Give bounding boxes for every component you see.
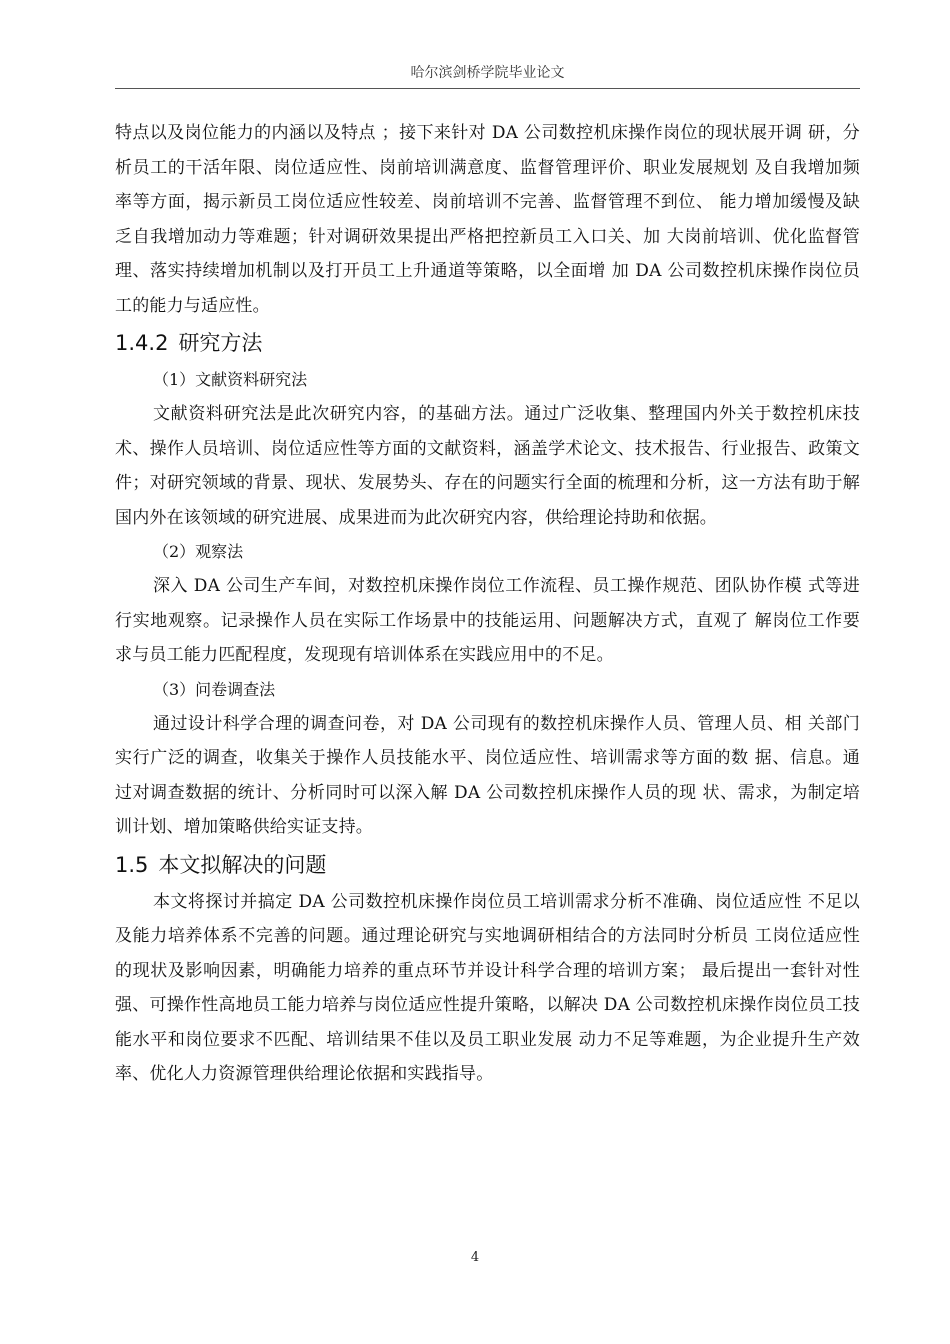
method-text-observation: 深入 DA 公司生产车间，对数控机床操作岗位工作流程、员工操作规范、团队协作模 式等进行实地观察。记录操作人员在实际工作场景中的技能运用、问题解决方式，直观了 解岗位工作要求与员工能力匹配程度，发现现有培训体系在实践应用中的不足。 (115, 576, 860, 665)
section-heading-1-4-2 (115, 323, 860, 363)
intro-paragraph: 特点以及岗位能力的内涵以及特点 ；接下来针对 DA 公司数控机床操作岗位的现状展开调 研，分析员工的干活年限、岗位适应性、岗前培训满意度、监督管理评价、职业发展规划 及自我增加频率等方面，揭示新员工岗位适应性较差、岗前培训不完善、监督管理不到位、 能力增加缓慢及缺乏自我增加动力等难题；针对调研效果提出严格把控新员工入口关、加 大岗前培训、优化监督管理、落实持续增加机制以及打开员工上升通道等策略，以全面增 加 DA 公司数控机床操作岗位员工的能力与适应性。 (115, 123, 860, 316)
method-text-literature: 文献资料研究法是此次研究内容，的基础方法。通过广泛收集、整理国内外关于数控机床技术、操作人员培训、岗位适应性等方面的文献资料，涵盖学术论文、技术报告、行业报告、政策文件；对研究领域的背景、现状、发展势头、存在的问题实行全面的梳理和分析，这一方法有助于解国内外在该领域的研究进展、成果进而为此次研究内容，供给理论持助和依据。 (115, 404, 860, 528)
running-header: 哈尔滨剑桥学院毕业论文 (410, 65, 565, 81)
section-number: 1.4.2 (115, 331, 169, 355)
method-label-observation: （2）观察法 (153, 542, 244, 561)
section-title: 本文拟解决的问题 (158, 852, 327, 877)
method-label-questionnaire: （3）问卷调查法 (153, 679, 276, 699)
header-divider (115, 88, 860, 89)
section-number: 1.5 (115, 852, 149, 877)
method-label-literature: （1）文献资料研究法 (153, 370, 308, 389)
page-number: 4 (470, 1250, 480, 1265)
page-body (115, 116, 860, 1092)
section-heading-1-5 (115, 845, 860, 885)
problem-paragraph: 本文将探讨并搞定 DA 公司数控机床操作岗位员工培训需求分析不准确、岗位适应性 不足以及能力培养体系不完善的问题。通过理论研究与实地调研相结合的方法同时分析员 工岗位适应性的现状及影响因素，明确能力培养的重点环节并设计科学合理的培训方案； 最后提出一套针对性强、可操作性高地员工能力培养与岗位适应性提升策略，以解决 DA 公司数控机床操作岗位员工技能水平和岗位要求不匹配、培训结果不佳以及员工职业发展 动力不足等难题，为企业提升生产效率、优化人力资源管理供给理论依据和实践指导。 (115, 891, 860, 1084)
section-title: 研究方法 (178, 331, 263, 355)
method-text-questionnaire: 通过设计科学合理的调查问卷，对 DA 公司现有的数控机床操作人员、管理人员、相 关部门实行广泛的调查，收集关于操作人员技能水平、岗位适应性、培训需求等方面的数 据、信息。通过对调查数据的统计、分析同时可以深入解 DA 公司数控机床操作人员的现 状、需求，为制定培训计划、增加策略供给实证支持。 (115, 713, 860, 837)
